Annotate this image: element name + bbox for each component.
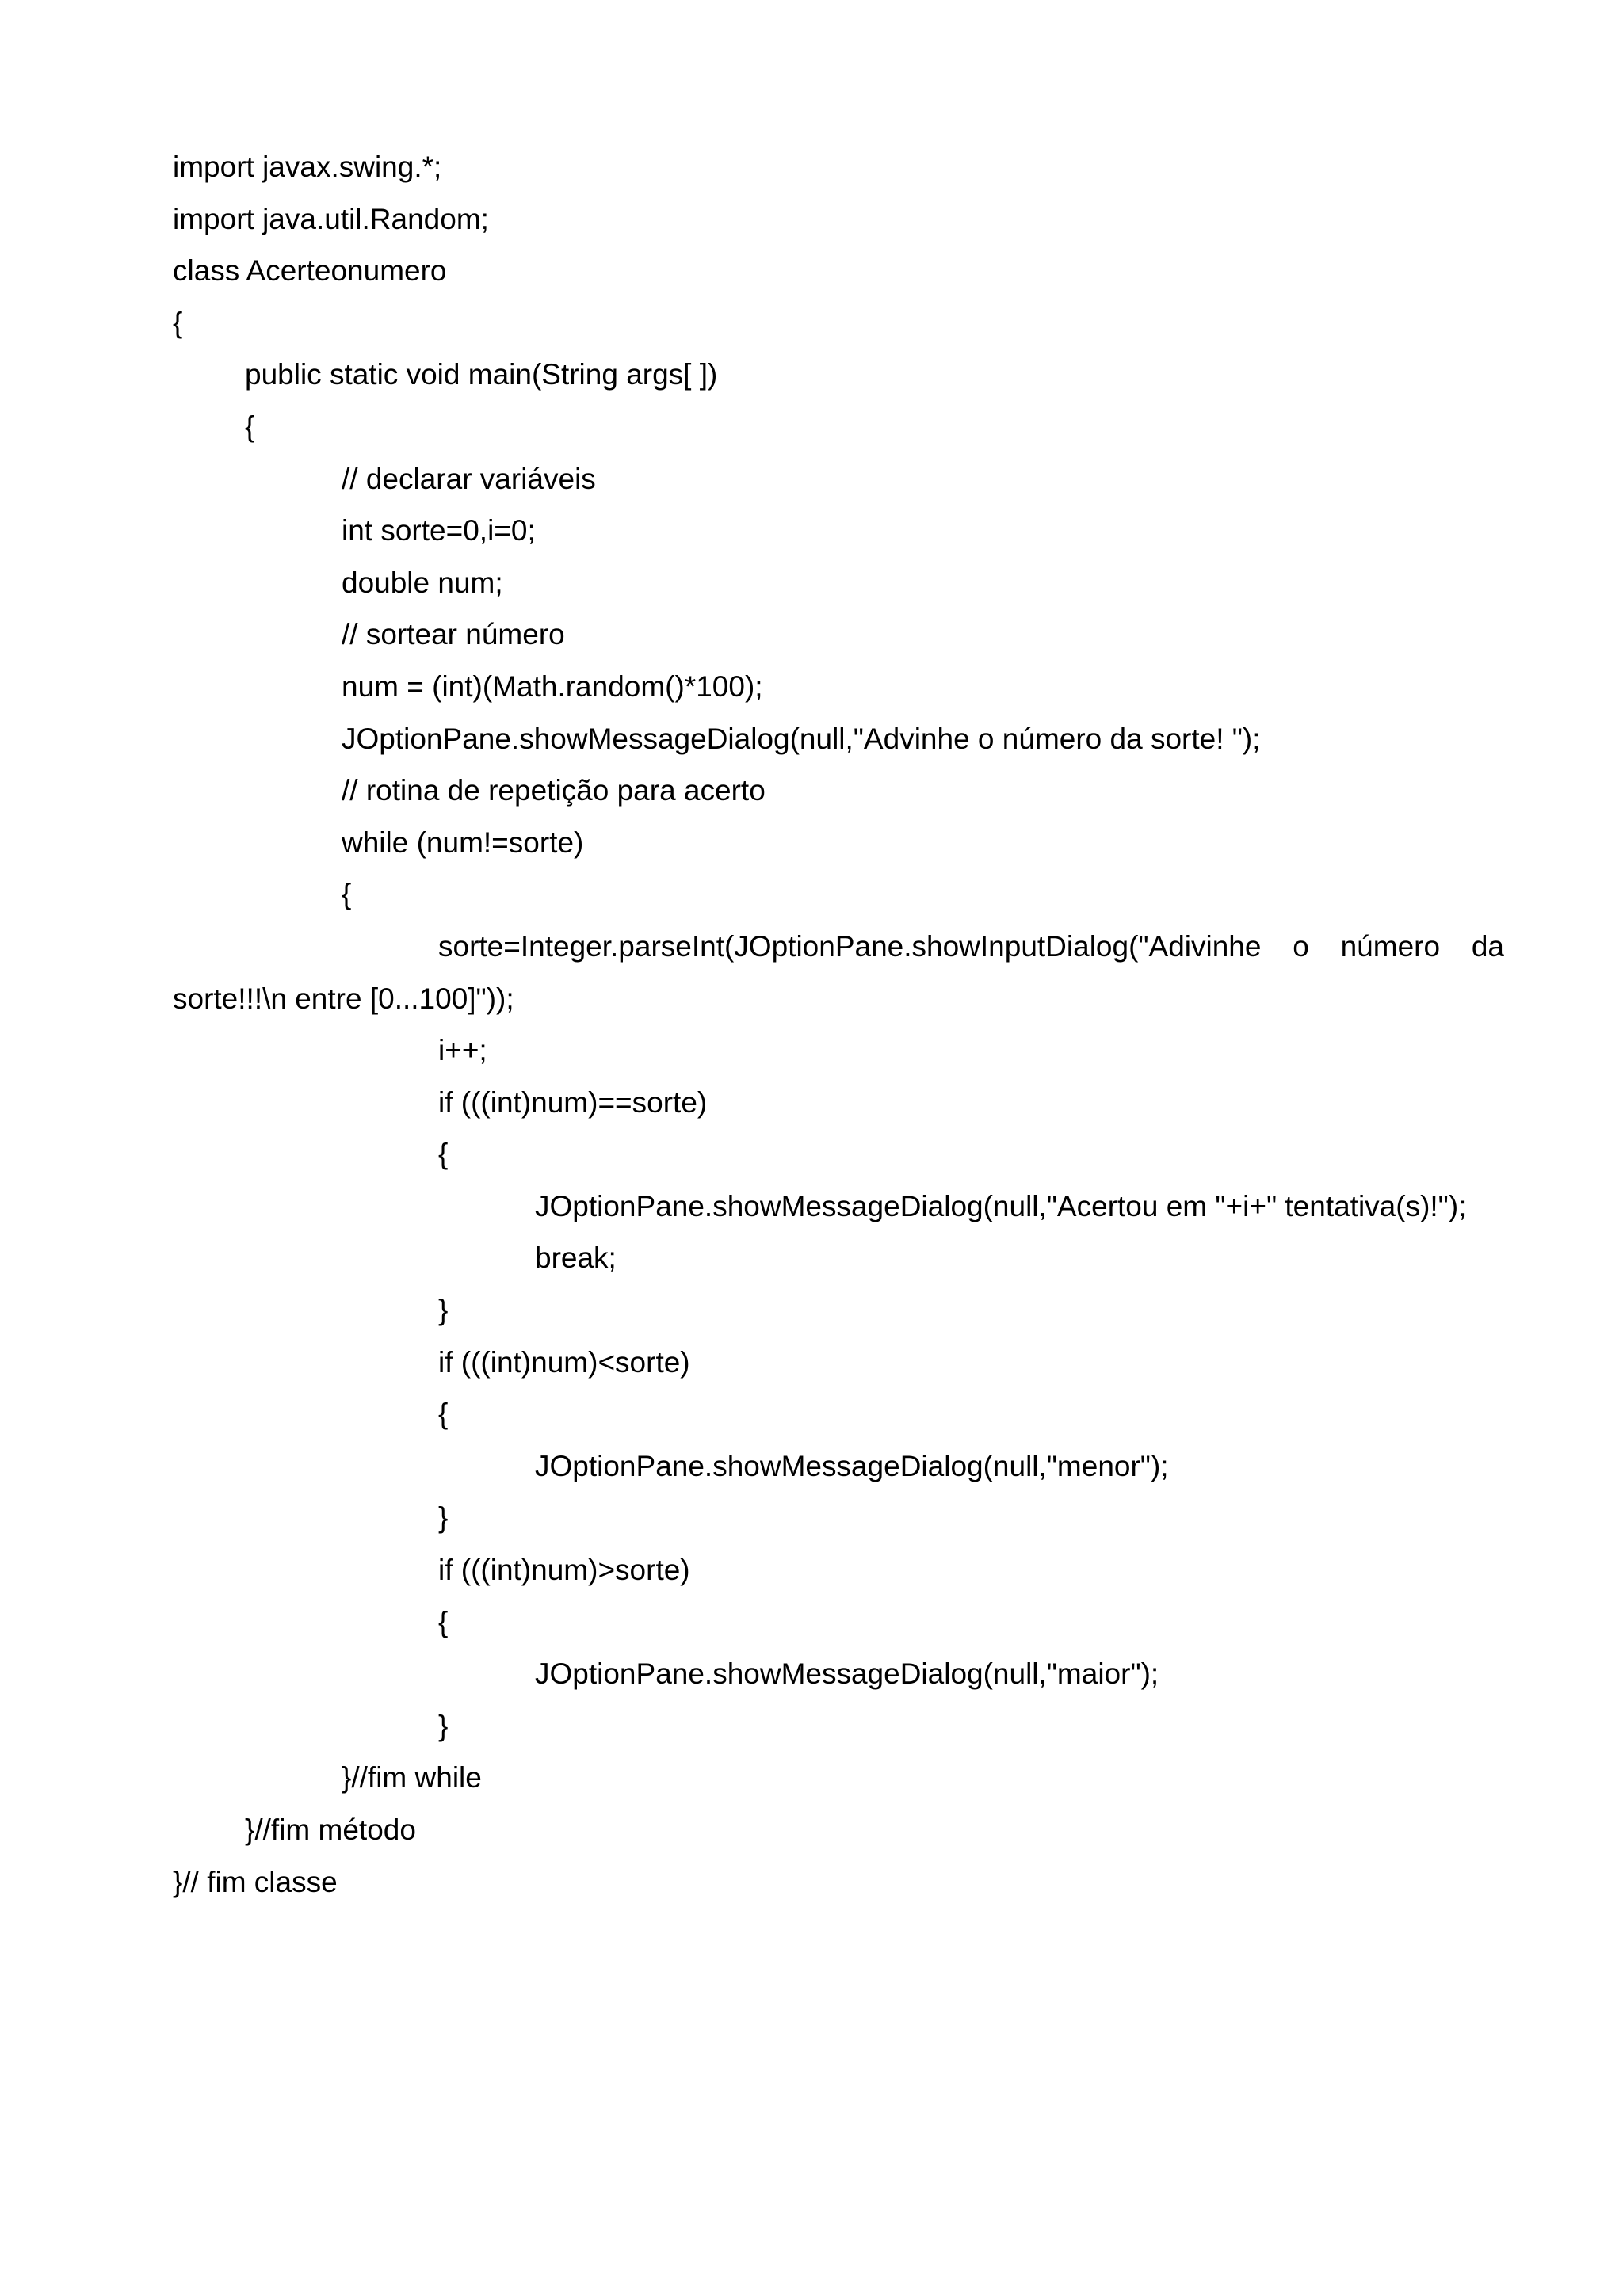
code-line: break;: [535, 1241, 617, 1275]
code-line-continuation: sorte!!!\n entre [0...100]"));: [173, 982, 514, 1015]
code-line: import javax.swing.*;: [173, 151, 442, 183]
code-line: JOptionPane.showMessageDialog(null,"Acertou em "+i+" tentativa(s)!");: [535, 1189, 1467, 1222]
code-line: if (((int)num)>sorte): [438, 1554, 690, 1587]
code-comment-line: // sortear número: [342, 618, 565, 651]
code-line: class Acerteonumero: [173, 254, 447, 288]
code-line: }: [438, 1709, 449, 1742]
code-line: {: [245, 410, 255, 443]
code-line: if (((int)num)<sorte): [438, 1345, 690, 1379]
code-line: {: [342, 878, 352, 911]
code-line: }: [438, 1501, 449, 1535]
code-line: {: [438, 1138, 449, 1171]
code-comment-line: // declarar variáveis: [342, 462, 596, 495]
code-line: JOptionPane.showMessageDialog(null,"Advinhe o número da sorte! ");: [342, 722, 1261, 755]
code-line: int sorte=0,i=0;: [342, 514, 536, 547]
code-line: }: [438, 1294, 449, 1327]
code-line: import java.util.Random;: [173, 202, 489, 235]
code-line: while (num!=sorte): [342, 826, 584, 859]
code-line: {: [173, 306, 183, 339]
code-line: {: [438, 1605, 449, 1638]
code-line: JOptionPane.showMessageDialog(null,"maior");: [535, 1657, 1159, 1691]
code-line: public static void main(String args[ ]): [245, 358, 718, 391]
code-word: sorte=Integer.parseInt(JOptionPane.showInputDialog("Adivinhe: [438, 929, 1262, 963]
code-comment-line: // rotina de repetição para acerto: [342, 774, 766, 807]
code-word: da: [1471, 929, 1504, 963]
code-line: }// fim classe: [173, 1865, 338, 1898]
code-line: if (((int)num)==sorte): [438, 1085, 708, 1119]
code-word: número: [1340, 929, 1441, 963]
code-line-justified: [173, 921, 1504, 973]
java-source-code: [173, 141, 1504, 1908]
code-word: o: [1293, 929, 1309, 963]
code-line: }//fim while: [342, 1761, 482, 1794]
code-line: i++;: [438, 1034, 487, 1067]
code-line: JOptionPane.showMessageDialog(null,"menor");: [535, 1449, 1169, 1482]
code-line: {: [438, 1398, 449, 1431]
code-line: num = (int)(Math.random()*100);: [342, 669, 763, 703]
code-line: double num;: [342, 566, 503, 599]
code-line: }//fim método: [245, 1814, 416, 1846]
